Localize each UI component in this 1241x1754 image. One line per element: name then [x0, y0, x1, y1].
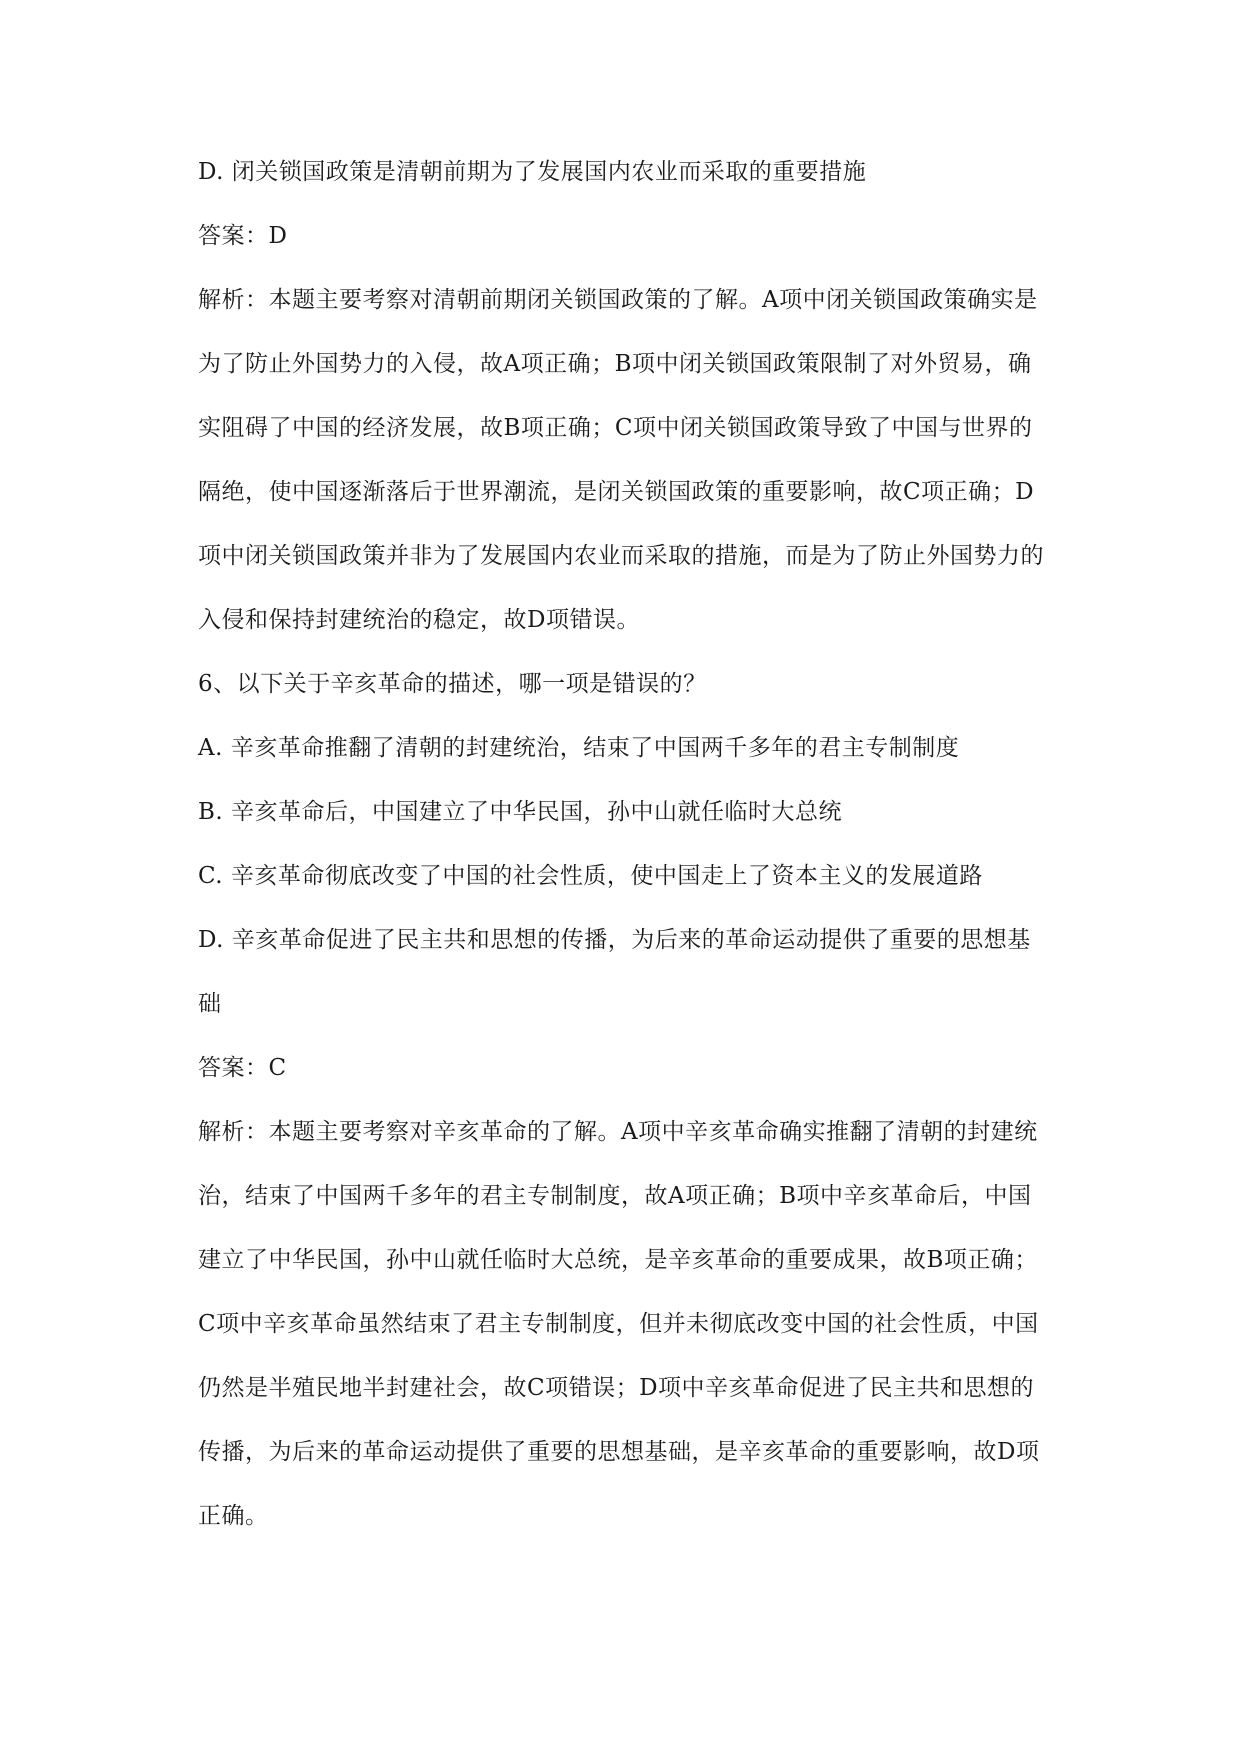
option-d-q6-continued: 础	[198, 991, 222, 1017]
analysis-q5-line: 为了防止外国势力的入侵，故A项正确；B项中闭关锁国政策限制了对外贸易，确	[198, 351, 1032, 377]
analysis-q5-line: 解析：本题主要考察对清朝前期闭关锁国政策的了解。A项中闭关锁国政策确实是	[198, 287, 1038, 313]
answer-q5: 答案：D	[198, 223, 288, 249]
analysis-q6-line: 解析：本题主要考察对辛亥革命的了解。A项中辛亥革命确实推翻了清朝的封建统	[198, 1119, 1038, 1145]
question-6: 6、以下关于辛亥革命的描述，哪一项是错误的？	[198, 671, 707, 697]
option-c-q6: C. 辛亥革命彻底改变了中国的社会性质，使中国走上了资本主义的发展道路	[198, 863, 983, 889]
document-body	[198, 140, 1078, 1548]
option-d-q5: D. 闭关锁国政策是清朝前期为了发展国内农业而采取的重要措施	[198, 159, 867, 185]
analysis-q6-line: 正确。	[198, 1503, 269, 1529]
analysis-q5-line: 项中闭关锁国政策并非为了发展国内农业而采取的措施，而是为了防止外国势力的	[198, 543, 1044, 569]
answer-q6: 答案：C	[198, 1055, 287, 1081]
analysis-q5-line: 隔绝，使中国逐渐落后于世界潮流，是闭关锁国政策的重要影响，故C项正确；D	[198, 479, 1035, 505]
analysis-q5-line: 入侵和保持封建统治的稳定，故D项错误。	[198, 607, 640, 633]
analysis-q6-line: 建立了中华民国，孙中山就任临时大总统，是辛亥革命的重要成果，故B项正确；	[198, 1247, 1038, 1273]
option-d-q6: D. 辛亥革命促进了民主共和思想的传播，为后来的革命运动提供了重要的思想基	[198, 927, 1031, 953]
analysis-q6-line: C项中辛亥革命虽然结束了君主专制制度，但并未彻底改变中国的社会性质，中国	[198, 1311, 1039, 1337]
option-b-q6: B. 辛亥革命后，中国建立了中华民国，孙中山就任临时大总统	[198, 799, 843, 825]
analysis-q6-line: 传播，为后来的革命运动提供了重要的思想基础，是辛亥革命的重要影响，故D项	[198, 1439, 1040, 1465]
analysis-q6-line: 治，结束了中国两千多年的君主专制制度，故A项正确；B项中辛亥革命后，中国	[198, 1183, 1032, 1209]
analysis-q6-line: 仍然是半殖民地半封建社会，故C项错误；D项中辛亥革命促进了民主共和思想的	[198, 1375, 1035, 1401]
analysis-q5-line: 实阻碍了中国的经济发展，故B项正确；C项中闭关锁国政策导致了中国与世界的	[198, 415, 1033, 441]
option-a-q6: A. 辛亥革命推翻了清朝的封建统治，结束了中国两千多年的君主专制制度	[198, 735, 960, 761]
